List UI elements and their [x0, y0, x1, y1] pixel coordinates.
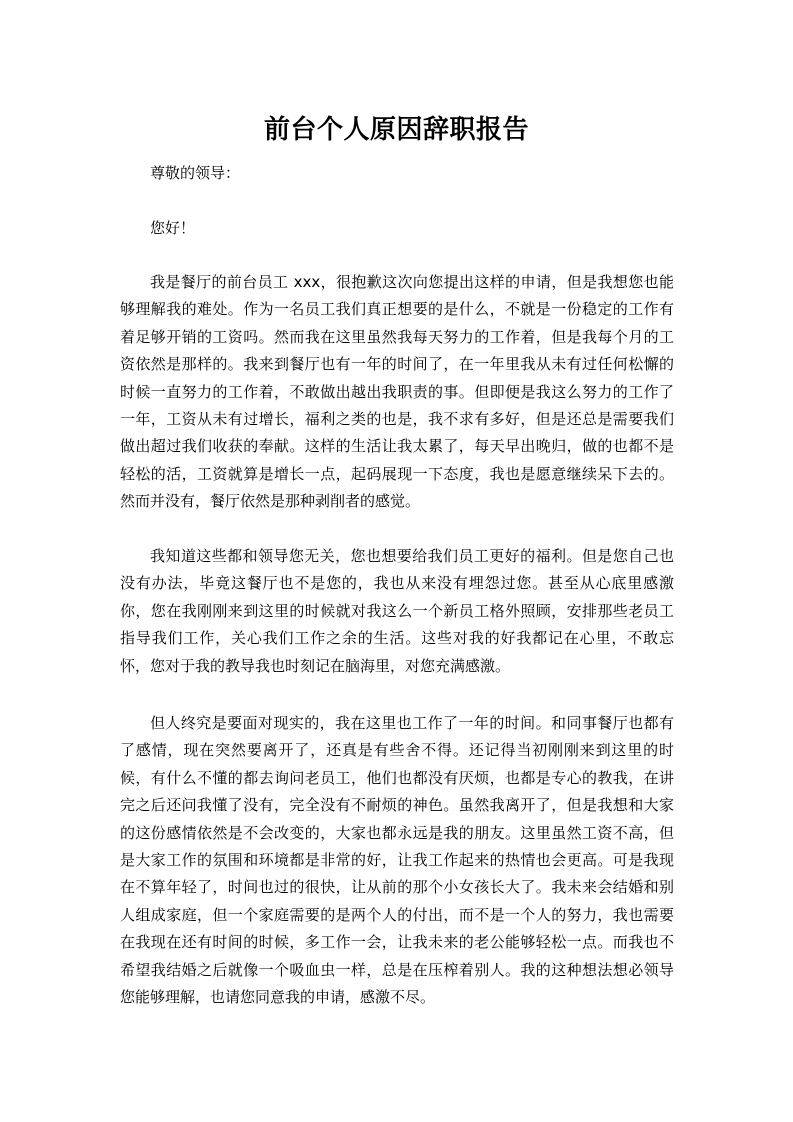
paragraph-3: 但人终究是要面对现实的，我在这里也工作了一年的时间。和同事餐厅也都有了感情，现在突然要离开了，还真是有些舍不得。还记得当初刚刚来到这里的时候，有什么不懂的都去询问老员工，他们也都没有厌烦，也都是专心的教我，在讲完之后还问我懂了没有，完全没有不耐烦的神色。虽然我离开了，但是我想和大家的这份感情依然是不会改变的，大家也都永远是我的朋友。这里虽然工资不高，但是大家工作的氛围和环境都是非常的好，让我工作起来的热情也会更高。可是我现在不算年轻了，时间也过的很快，让从前的那个小女孩长大了。我未来会结婚和别人组成家庭，但一个家庭需要的是两个人的付出，而不是一个人的努力，我也需要在我现在还有时间的时候，多工作一会，让我未来的老公能够轻松一点。而我也不希望我结婚之后就像一个吸血虫一样，总是在压榨着别人。我的这种想法想必领导您能够理解，也请您同意我的申请，感激不尽。: [120, 714, 674, 1007]
paragraph-2: 我知道这些都和领导您无关，您也想要给我们员工更好的福利。但是您自己也没有办法，毕竟这餐厅也不是您的，我也从来没有埋怨过您。甚至从心底里感激你，您在我刚刚来到这里的时候就对我这么一个新员工格外照顾，安排那些老员工指导我们工作，关心我们工作之余的生活。这些对我的好我都记在心里，不敢忘怀，您对于我的教导我也时刻记在脑海里，对您充满感激。: [120, 547, 674, 675]
paragraph-1: 我是餐厅的前台员工 xxx，很抱歉这次向您提出这样的申请，但是我想您也能够理解我的难处。作为一名员工我们真正想要的是什么，不就是一份稳定的工作有着足够开销的工资吗。然而我在这里虽然我每天努力的工作着，但是我每个月的工资依然是那样的。我来到餐厅也有一年的时间了，在一年里我从未有过任何松懈的时候一直努力的工作着，不敢做出越出我职责的事。但即便是我这么努力的工作了一年，工资从未有过增长，福利之类的也是，我不求有多好，但是还总是需要我们做出超过我们收获的奉献。这样的生活让我太累了，每天早出晚归，做的也都不是轻松的活，工资就算是增长一点，起码展现一下态度，我也是愿意继续呆下去的。然而并没有，餐厅依然是那种剥削者的感觉。: [120, 273, 674, 511]
greeting: 您好！: [150, 219, 196, 237]
document-title: 前台个人原因辞职报告: [263, 115, 529, 145]
salutation: 尊敬的领导：: [150, 164, 241, 182]
